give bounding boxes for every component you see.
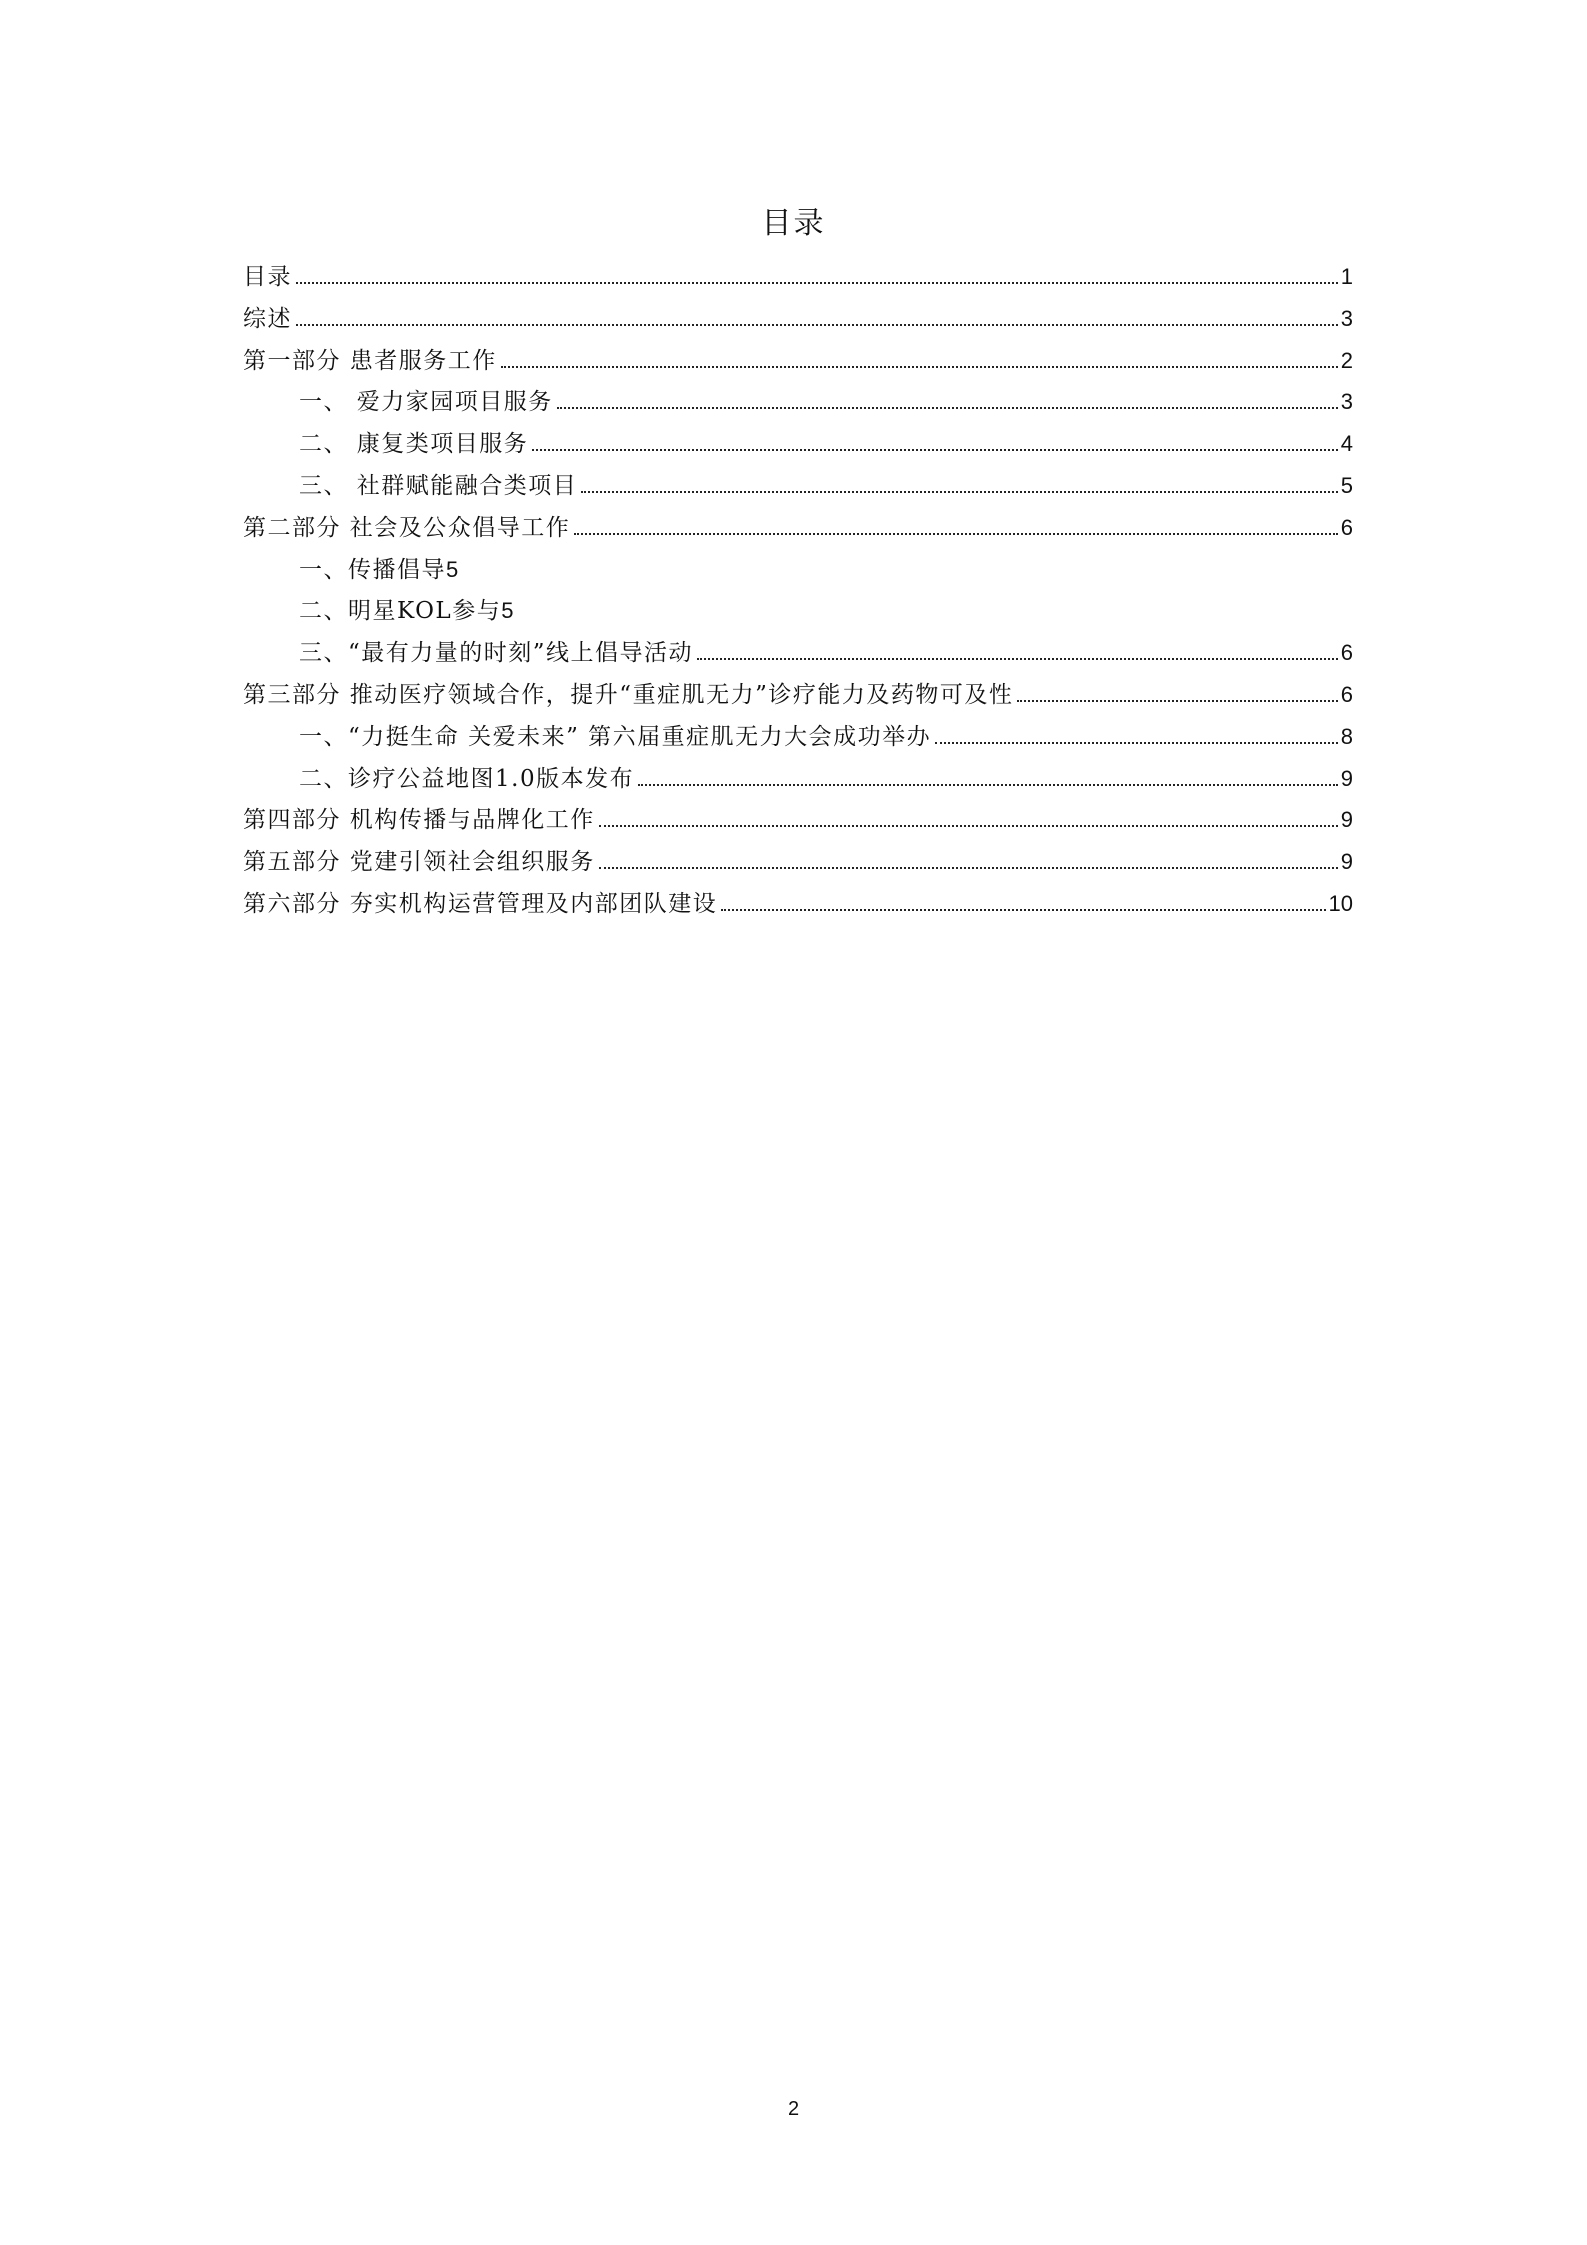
toc-entry-page: 9: [1340, 807, 1353, 833]
toc-entry-label: 二、诊疗公益地图1.0版本发布: [299, 765, 635, 792]
toc-entry[interactable]: [243, 423, 1353, 465]
toc-dot-leader: [557, 407, 1338, 409]
toc-entry-label: 第四部分 机构传播与品牌化工作: [243, 807, 595, 834]
toc-entry-page: 5: [1340, 472, 1353, 498]
toc-entry-label: 二、 康复类项目服务: [299, 431, 529, 458]
toc-entry[interactable]: [243, 590, 1353, 632]
toc-entry-label: 三、“最有力量的时刻”线上倡导活动: [299, 640, 694, 667]
table-of-contents: [243, 256, 1353, 925]
toc-dot-leader: [501, 366, 1338, 368]
toc-entry-label: 第一部分 患者服务工作: [243, 347, 497, 374]
toc-entry-label: 一、传播倡导: [299, 556, 446, 583]
toc-entry-label: 第五部分 党建引领社会组织服务: [243, 849, 595, 876]
toc-entry-label: 二、明星KOL参与: [299, 598, 502, 625]
toc-entry-label: 目录: [243, 264, 292, 290]
toc-entry-page: 6: [1340, 681, 1353, 707]
toc-entry-page: 10: [1328, 890, 1353, 916]
toc-entry-page: 9: [1340, 765, 1353, 791]
toc-entry[interactable]: [243, 716, 1353, 758]
toc-entry-page: 9: [1340, 849, 1353, 875]
toc-dot-leader: [581, 491, 1337, 493]
toc-entry-label: 第三部分 推动医疗领域合作，提升“重症肌无力”诊疗能力及药物可及性: [243, 681, 1014, 708]
toc-entry[interactable]: [243, 549, 1353, 591]
page-title: 目录: [761, 206, 826, 241]
toc-entry-label: 综述: [243, 305, 292, 332]
toc-entry[interactable]: [243, 674, 1353, 716]
toc-entry[interactable]: [243, 507, 1353, 549]
toc-dot-leader: [296, 324, 1338, 326]
toc-entry-label: 一、“力挺生命 关爱未来” 第六届重症肌无力大会成功举办: [299, 723, 932, 750]
toc-dot-leader: [697, 658, 1338, 660]
toc-entry-label: 第六部分 夯实机构运营管理及内部团队建设: [243, 890, 718, 917]
toc-entry-page: 5: [501, 598, 514, 624]
toc-dot-leader: [1017, 700, 1337, 702]
toc-entry[interactable]: [243, 758, 1353, 800]
toc-dot-leader: [532, 449, 1337, 451]
toc-entry[interactable]: [243, 632, 1353, 674]
toc-entry-page: 6: [1340, 514, 1353, 540]
toc-entry-page: 4: [1340, 431, 1353, 457]
toc-entry-label: 一、 爱力家园项目服务: [299, 389, 553, 416]
toc-entry-page: 2: [1340, 347, 1353, 373]
toc-dot-leader: [296, 282, 1338, 284]
page-number: 2: [787, 2098, 800, 2120]
toc-entry-page: 3: [1340, 389, 1353, 415]
toc-entry[interactable]: [243, 465, 1353, 507]
toc-entry-page: 5: [446, 556, 459, 582]
toc-entry-page: 3: [1340, 305, 1353, 331]
toc-entry[interactable]: [243, 256, 1353, 298]
toc-dot-leader: [599, 825, 1338, 827]
toc-entry-page: 6: [1340, 640, 1353, 666]
toc-dot-leader: [574, 533, 1337, 535]
toc-dot-leader: [599, 867, 1338, 869]
toc-entry[interactable]: [243, 298, 1353, 340]
toc-dot-leader: [721, 909, 1325, 911]
toc-entry[interactable]: [243, 340, 1353, 382]
toc-dot-leader: [638, 784, 1338, 786]
toc-dot-leader: [935, 742, 1338, 744]
toc-entry-label: 第二部分 社会及公众倡导工作: [243, 514, 571, 541]
toc-entry[interactable]: [243, 841, 1353, 883]
toc-entry-page: 8: [1340, 723, 1353, 749]
toc-entry[interactable]: [243, 381, 1353, 423]
toc-entry-page: 1: [1340, 264, 1353, 289]
toc-entry-label: 三、 社群赋能融合类项目: [299, 472, 578, 499]
toc-entry[interactable]: [243, 799, 1353, 841]
toc-entry[interactable]: [243, 883, 1353, 925]
